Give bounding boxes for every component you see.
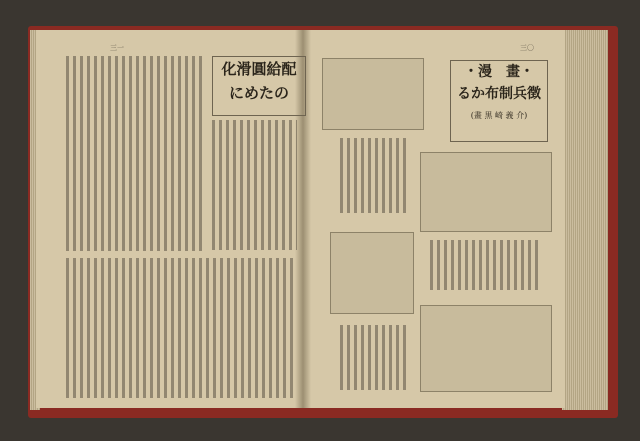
cartoon-label: ・漫 畫・ [464,64,534,80]
cartoon-panel [420,305,552,392]
right-page-number: 三〇 [520,44,534,52]
cartoon-title [450,60,548,142]
text-columns [212,120,297,250]
cartoon-panel [322,58,424,130]
page-edges-right [562,30,608,410]
title-line-1: 化滑圓給配 [221,60,297,78]
left-page-number: 三一 [110,44,124,52]
cartoon-panel [420,152,552,232]
cartoon-panel [330,232,414,314]
text-columns [66,258,296,398]
cartoon-author: (畫 黒 崎 義 介) [470,111,528,120]
title-line-2: にめたの [228,84,289,102]
article-title [212,56,306,116]
cartoon-caption [340,138,410,213]
cartoon-title-text: るか布制兵徴 [457,86,541,102]
cartoon-caption [340,325,410,390]
text-columns [66,56,206,251]
cartoon-caption [430,240,540,290]
